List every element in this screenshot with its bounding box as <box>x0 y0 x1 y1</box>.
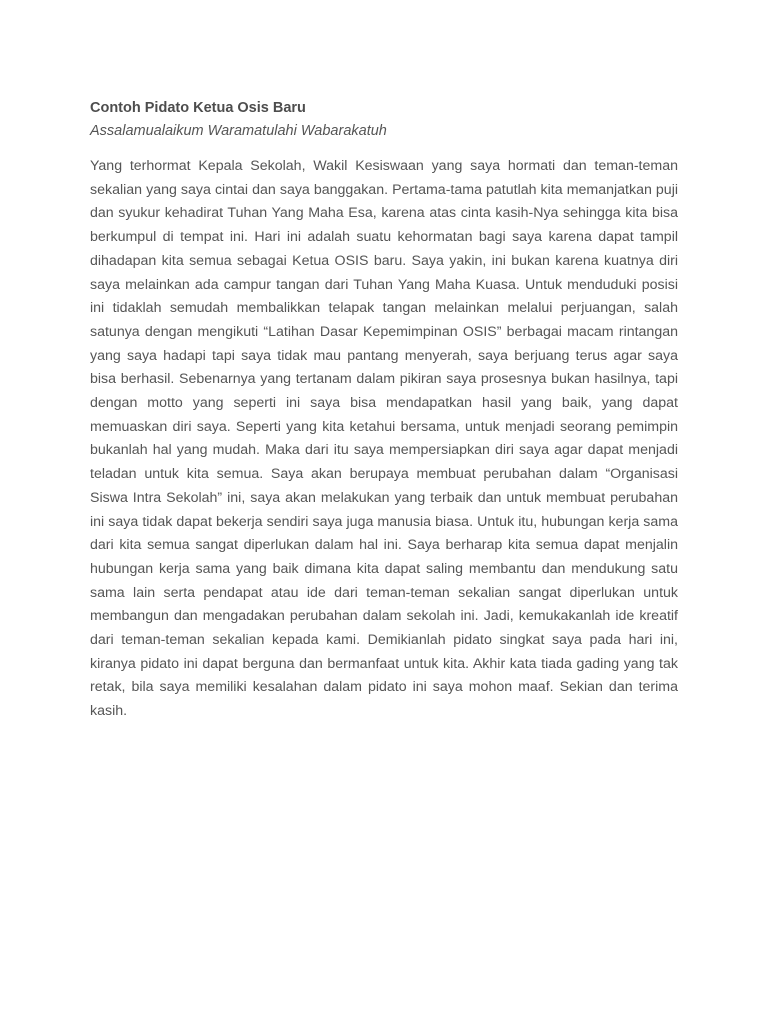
document-page <box>90 98 678 724</box>
speech-paragraph: Yang terhormat Kepala Sekolah, Wakil Kesiswaan yang saya hormati dan teman-teman sekalian yang saya cintai dan saya banggakan. Pertama-tama patutlah kita memanjatkan puji dan syukur kehadirat Tuhan Yang Maha Esa, karena atas cinta kasih-Nya sehingga kita bisa berkumpul di tempat ini. Hari ini adalah suatu kehormatan bagi saya karena dapat tampil dihadapan kita semua sebagai Ketua OSIS baru. Saya yakin, ini bukan karena kuatnya diri saya melainkan ada campur tangan dari Tuhan Yang Maha Kuasa. Untuk menduduki posisi ini tidaklah semudah membalikkan telapak tangan melainkan melalui perjuangan, salah satunya dengan mengikuti “Latihan Dasar Kepemimpinan OSIS” berbagai macam rintangan yang saya hadapi tapi saya tidak mau pantang menyerah, saya berjuang terus agar saya bisa berhasil. Sebenarnya yang tertanam dalam pikiran saya prosesnya bukan hasilnya, tapi dengan motto yang seperti ini saya bisa mendapatkan hasil yang baik, yang dapat memuaskan diri saya. Seperti yang kita ketahui bersama, untuk menjadi seorang pemimpin bukanlah hal yang mudah. Maka dari itu saya mempersiapkan diri saya agar dapat menjadi teladan untuk kita semua. Saya akan berupaya membuat perubahan dalam “Organisasi Siswa Intra Sekolah” ini, saya akan melakukan yang terbaik dan untuk membuat perubahan ini saya tidak dapat bekerja sendiri saya juga manusia biasa. Untuk itu, hubungan kerja sama dari kita semua sangat diperlukan dalam hal ini. Saya berharap kita semua dapat menjalin hubungan kerja sama yang baik dimana kita dapat saling membantu dan mendukung satu sama lain serta pendapat atau ide dari teman-teman sekalian sangat diperlukan untuk membangun dan mengadakan perubahan dalam sekolah ini. Jadi, kemukakanlah ide kreatif dari teman-teman sekalian kepada kami. Demikianlah pidato singkat saya pada hari ini, kiranya pidato ini dapat berguna dan bermanfaat untuk kita. Akhir kata tiada gading yang tak retak, bila saya memiliki kesalahan dalam pidato ini saya mohon maaf. Sekian dan terima kasih. <box>90 158 678 720</box>
document-title: Contoh Pidato Ketua Osis Baru <box>90 100 306 116</box>
greeting-line: Assalamualaikum Waramatulahi Wabarakatuh <box>90 123 387 139</box>
